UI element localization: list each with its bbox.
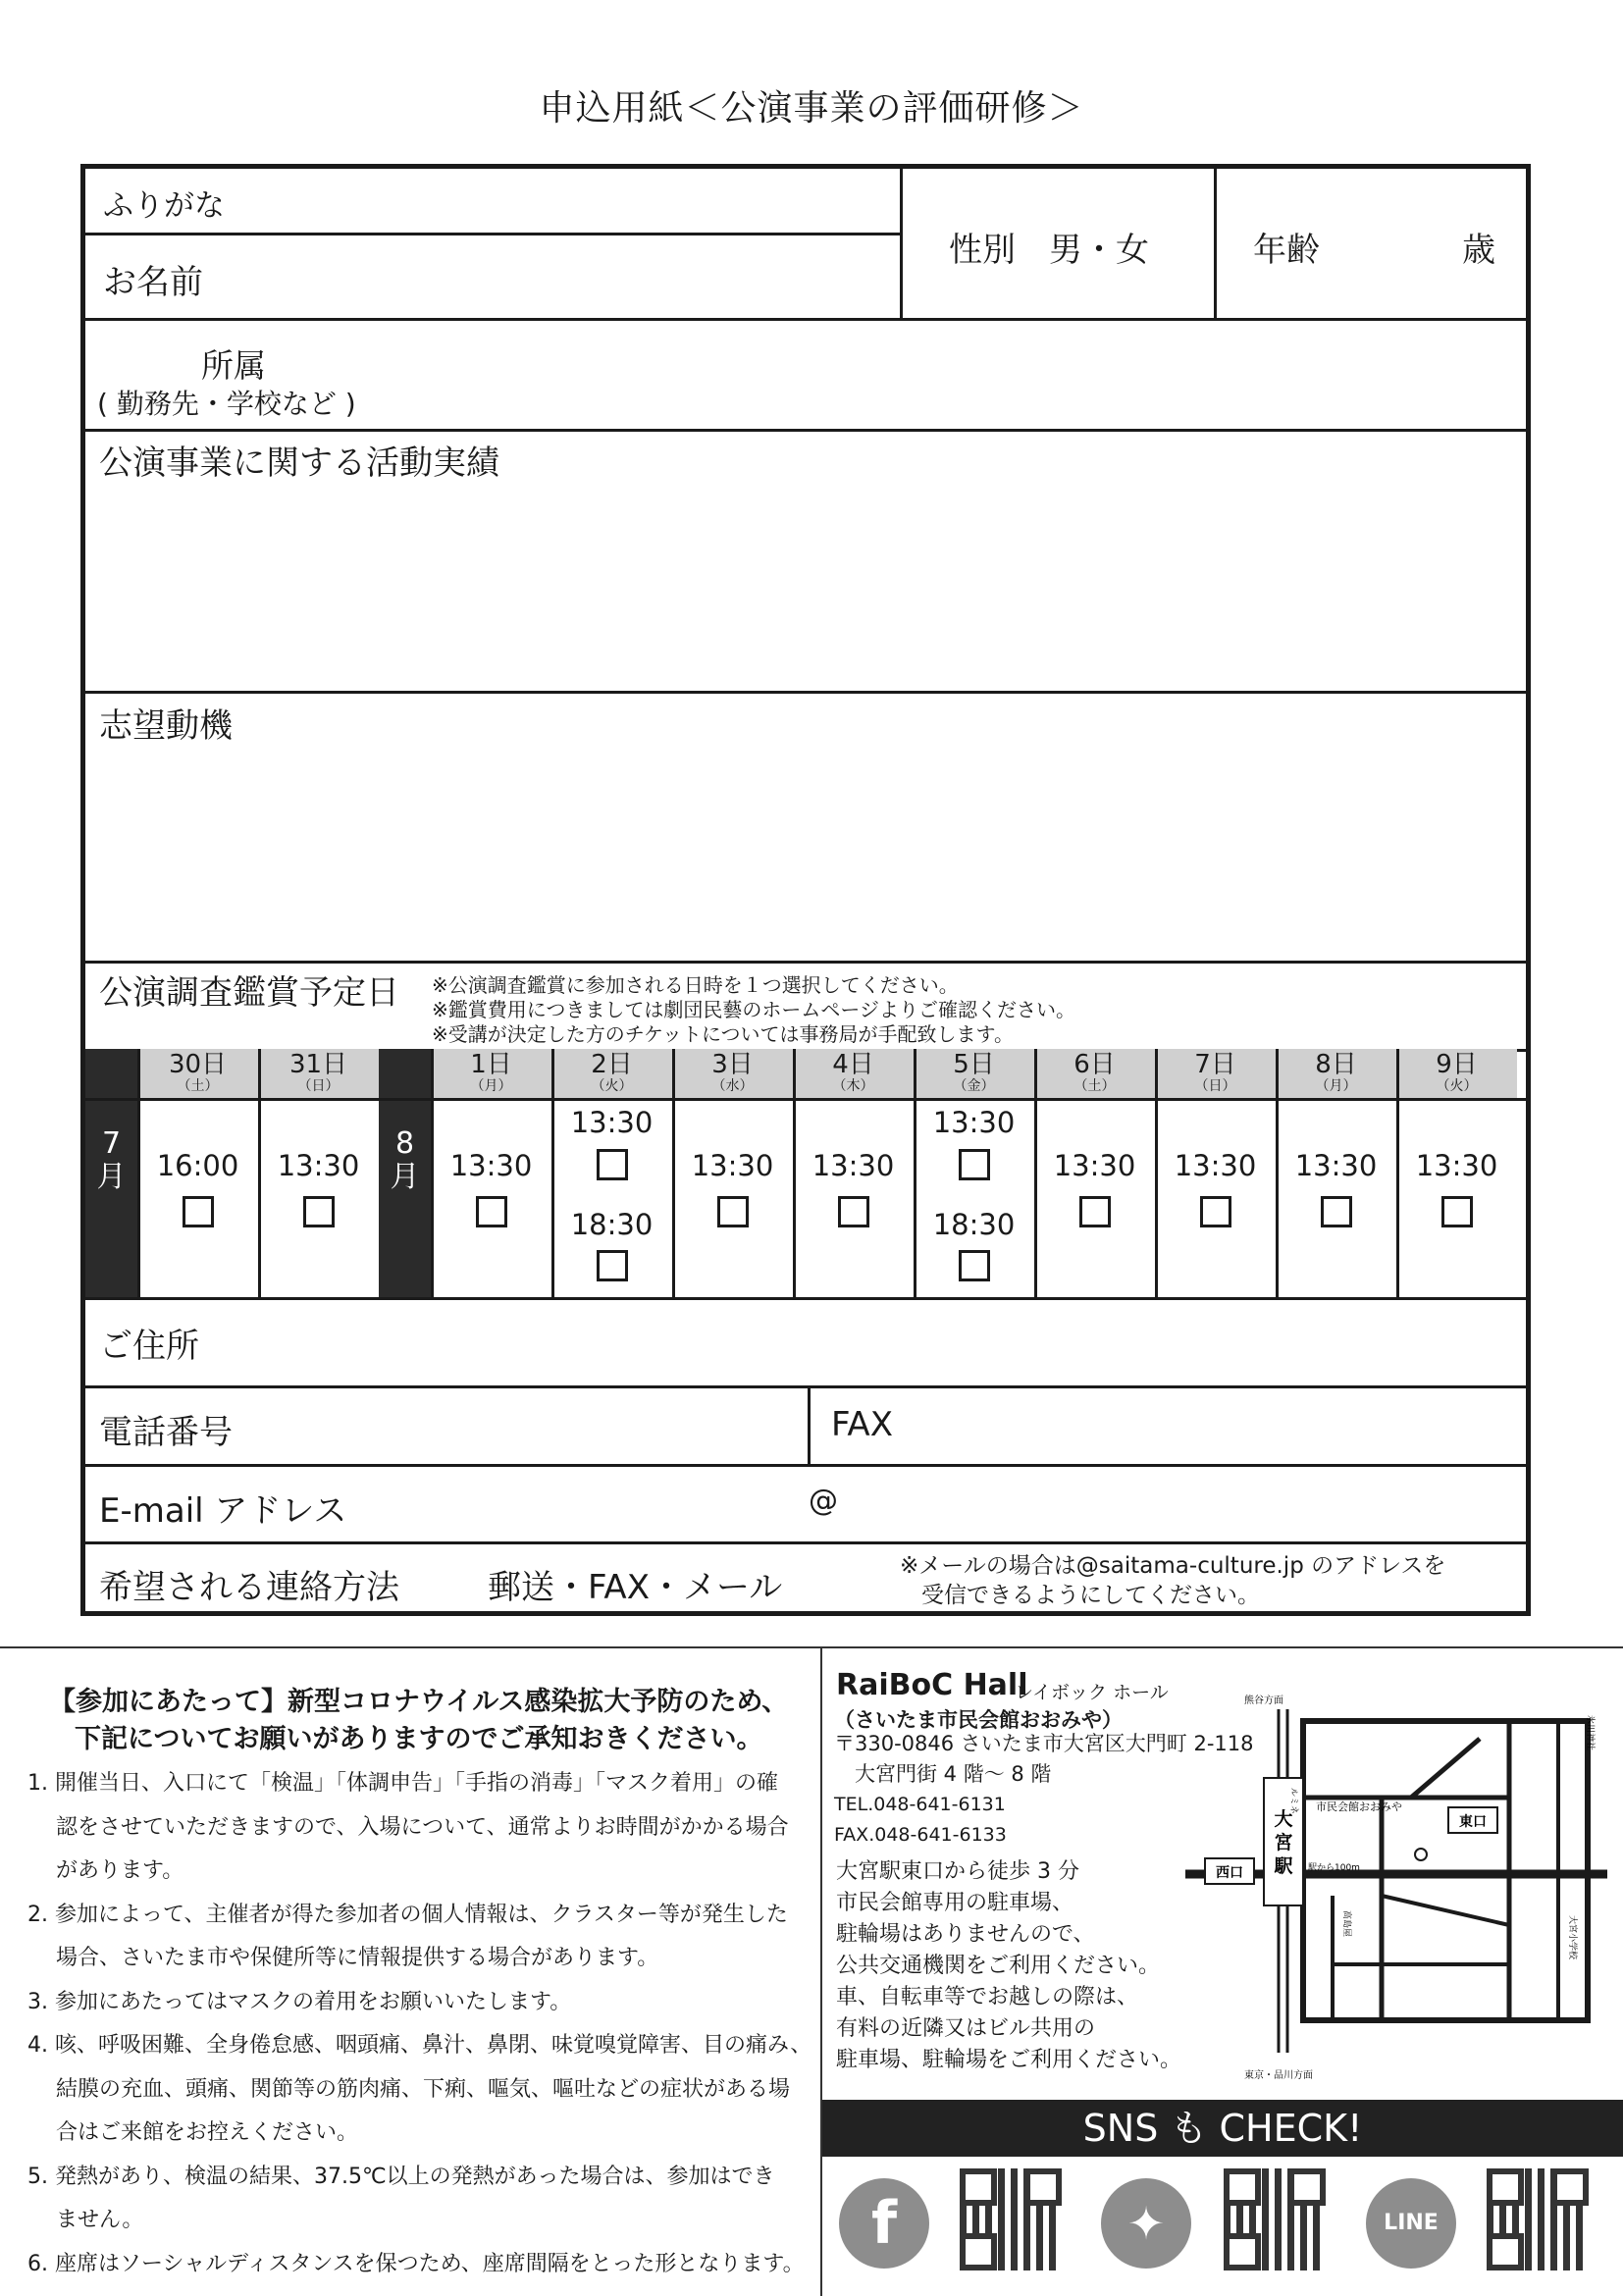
time-label: 13:30 [1294, 1149, 1378, 1182]
time-checkbox[interactable] [838, 1196, 869, 1227]
venue-tel: TEL.048-641-6131 [834, 1794, 1006, 1815]
day-weekday: （火） [591, 1078, 633, 1094]
page-title: 申込用紙＜公演事業の評価研修＞ [539, 88, 1084, 129]
map-station: 大宮駅 [1274, 1808, 1293, 1877]
access-line: 公共交通機関をご利用ください。 [836, 1954, 1161, 1978]
notice-line: 認をさせていただきますので、入場について、通常よりお時間がかかる場合 [27, 1814, 789, 1840]
qr-code-icon [1487, 2168, 1589, 2270]
map-school-label: 大宮小学校 [1567, 1915, 1577, 1960]
line-icon-text: LINE [1384, 2211, 1439, 2235]
notice-line: ません。 [27, 2208, 144, 2232]
time-label: 18:30 [570, 1208, 654, 1241]
contact-note: ※メールの場合は@saitama-culture.jp のアドレスを [900, 1553, 1446, 1579]
notice-line: 結膜の充血、頭痛、関節等の筋肉痛、下痢、嘔気、嘔吐などの症状がある場 [27, 2076, 790, 2102]
month-july: 7 月 [85, 1049, 137, 1297]
map-bottom-label: 東京・品川方面 [1244, 2070, 1313, 2081]
time-checkbox[interactable] [959, 1149, 990, 1180]
access-line: 車、自転車等でお越しの際は、 [836, 1985, 1139, 2009]
day-number: 30日 [168, 1050, 228, 1079]
map-station-char: 大 [1274, 1808, 1293, 1830]
day-header [551, 1049, 672, 1098]
day-header [1155, 1049, 1276, 1098]
notice-title: 下記についてお願いがありますのでご承知おきください。 [75, 1724, 763, 1754]
viewing-note: ※受講が決定した方のチケットについては事務局が手配致します。 [432, 1022, 1014, 1046]
notice-title: 【参加にあたって】新型コロナウイルス感染拡大予防のため、 [49, 1687, 789, 1717]
day-header [672, 1049, 793, 1098]
venue-name-kana: レイボック ホール [1015, 1682, 1169, 1703]
day-number: 8日 [1315, 1050, 1357, 1079]
age-unit: 歳 [1462, 231, 1495, 270]
venue-name: RaiBoC Hall [836, 1668, 1028, 1702]
line-icon[interactable] [1366, 2178, 1456, 2269]
time-label: 13:30 [277, 1149, 360, 1182]
day-weekday: （土） [1073, 1078, 1116, 1094]
address-label: ご住所 [99, 1327, 199, 1366]
time-label: 16:00 [156, 1149, 239, 1182]
venue-sub: （さいたま市民会館おおみや） [834, 1708, 1123, 1732]
day-number: 5日 [953, 1050, 995, 1079]
viewing-note: ※公演調査鑑賞に参加される日時を１つ選択してください。 [432, 973, 959, 997]
notice-line: 5. 発熱があり、検温の結果、37.5℃以上の発熱があった場合は、参加はでき [27, 2164, 775, 2189]
map-top-label: 熊谷方面 [1244, 1696, 1283, 1706]
day-header [137, 1049, 258, 1098]
time-label: 13:30 [691, 1149, 774, 1182]
notice-line: があります。 [27, 1858, 184, 1883]
time-label: 13:30 [1174, 1149, 1257, 1182]
time-label: 13:30 [570, 1106, 654, 1139]
day-weekday: （土） [177, 1078, 219, 1094]
day-header [793, 1049, 914, 1098]
twitter-icon[interactable]: ✦ [1101, 2178, 1191, 2269]
activity-label: 公演事業に関する活動実績 [99, 444, 499, 483]
access-line: 駐輪場はありませんので、 [836, 1922, 1095, 1947]
day-number: 3日 [711, 1050, 754, 1079]
time-checkbox[interactable] [597, 1250, 628, 1281]
notice-line: 4. 咳、呼吸困難、全身倦怠感、咽頭痛、鼻汁、鼻閉、味覚嗅覚障害、目の痛み、 [27, 2033, 812, 2058]
day-weekday: （月） [470, 1078, 512, 1094]
day-weekday: （日） [297, 1078, 340, 1094]
time-checkbox[interactable] [1079, 1196, 1111, 1227]
email-label: E-mail アドレス [99, 1491, 347, 1531]
day-number: 7日 [1194, 1050, 1236, 1079]
name-label: お名前 [103, 263, 203, 302]
day-header [258, 1049, 379, 1098]
notice-line: 1. 開催当日、入口にて「検温」「体調申告」「手指の消毒」「マスク着用」の確 [27, 1771, 778, 1796]
access-line: 駐車場、駐輪場をご利用ください。 [836, 2048, 1182, 2072]
notice-line: 合はご来館をお控えください。 [27, 2120, 358, 2145]
age-label: 年齢 [1253, 231, 1320, 270]
day-header [914, 1049, 1034, 1098]
month-august: 8 月 [379, 1049, 431, 1297]
notice-line: 2. 参加によって、主催者が得た参加者の個人情報は、クラスター等が発生した [27, 1902, 788, 1927]
facebook-icon[interactable]: f [839, 2178, 929, 2269]
venue-fax: FAX.048-641-6133 [834, 1824, 1007, 1846]
motivation-label: 志望動機 [99, 706, 233, 746]
time-checkbox[interactable] [476, 1196, 507, 1227]
affiliation-sub: ( 勤務先・学校など ) [97, 388, 356, 420]
qr-code-icon [960, 2168, 1062, 2270]
contact-note: 受信できるようにしてください。 [921, 1583, 1260, 1608]
day-number: 1日 [470, 1050, 512, 1079]
day-header [431, 1049, 551, 1098]
time-checkbox[interactable] [1321, 1196, 1352, 1227]
time-label: 13:30 [1415, 1149, 1498, 1182]
access-line: 市民会館専用の駐車場、 [836, 1891, 1074, 1915]
viewing-label: 公演調査鑑賞予定日 [99, 973, 399, 1013]
time-label: 13:30 [449, 1149, 533, 1182]
fax-label: FAX [831, 1405, 893, 1444]
time-checkbox[interactable] [1200, 1196, 1231, 1227]
day-header [1276, 1049, 1396, 1098]
map-hall-label: 市民会館おおみや [1316, 1800, 1402, 1813]
map-walk-label: 駅から100m [1308, 1863, 1360, 1873]
time-checkbox[interactable] [303, 1196, 335, 1227]
time-label: 13:30 [1053, 1149, 1136, 1182]
access-line: 大宮駅東口から徒歩 3 分 [836, 1859, 1079, 1884]
map-lumine-label: ルミネ [1288, 1788, 1298, 1815]
furigana-label: ふりがな [103, 188, 225, 224]
time-checkbox[interactable] [183, 1196, 214, 1227]
day-weekday: （火） [1436, 1078, 1478, 1094]
day-weekday: （月） [1315, 1078, 1357, 1094]
map-west-exit: 西口 [1216, 1865, 1243, 1881]
time-label: 13:30 [932, 1106, 1016, 1139]
day-number: 6日 [1073, 1050, 1116, 1079]
day-number: 9日 [1436, 1050, 1478, 1079]
day-weekday: （金） [953, 1078, 995, 1094]
time-checkbox[interactable] [597, 1149, 628, 1180]
application-form [80, 164, 1531, 1616]
time-label: 18:30 [932, 1208, 1016, 1241]
day-weekday: （水） [711, 1078, 754, 1094]
time-checkbox[interactable] [717, 1196, 749, 1227]
day-number: 2日 [591, 1050, 633, 1079]
access-line: 有料の近隣又はビル共用の [836, 2016, 1096, 2041]
day-number: 31日 [288, 1050, 348, 1079]
time-label: 13:30 [812, 1149, 895, 1182]
notice-line: 場合、さいたま市や保健所等に情報提供する場合があります。 [27, 1946, 659, 1970]
contact-options: 郵送・FAX・メール [488, 1568, 783, 1607]
map-hikawa-label: 氷川神社 [1585, 1715, 1595, 1751]
gender-label: 性別 男・女 [949, 231, 1149, 270]
notice-line: 6. 座席はソーシャルディスタンスを保つため、座席間隔をとった形となります。 [27, 2251, 805, 2276]
at-sign: @ [809, 1484, 838, 1518]
time-checkbox[interactable] [959, 1250, 990, 1281]
day-weekday: （日） [1194, 1078, 1236, 1094]
time-checkbox[interactable] [1441, 1196, 1473, 1227]
affiliation-label: 所属 [201, 346, 266, 385]
venue-address: 大宮門街 4 階～ 8 階 [834, 1762, 1052, 1786]
day-number: 4日 [832, 1050, 874, 1079]
map-takashimaya-label: 高島屋 [1341, 1910, 1351, 1938]
viewing-note: ※鑑賞費用につきましては劇団民藝のホームページよりご確認ください。 [432, 998, 1075, 1021]
day-header [1034, 1049, 1155, 1098]
day-weekday: （木） [832, 1078, 874, 1094]
map-east-exit: 東口 [1459, 1814, 1487, 1830]
sns-banner: SNS も CHECK! [822, 2100, 1623, 2157]
notice-line: 3. 参加にあたってはマスクの着用をお願いいたします。 [27, 1989, 572, 2014]
day-header [1396, 1049, 1517, 1098]
venue-address: 〒330-0846 さいたま市大宮区大門町 2-118 [834, 1732, 1254, 1755]
contact-label: 希望される連絡方法 [99, 1568, 399, 1607]
qr-code-icon [1224, 2168, 1326, 2270]
phone-label: 電話番号 [99, 1413, 233, 1452]
access-map [1185, 1690, 1607, 2082]
